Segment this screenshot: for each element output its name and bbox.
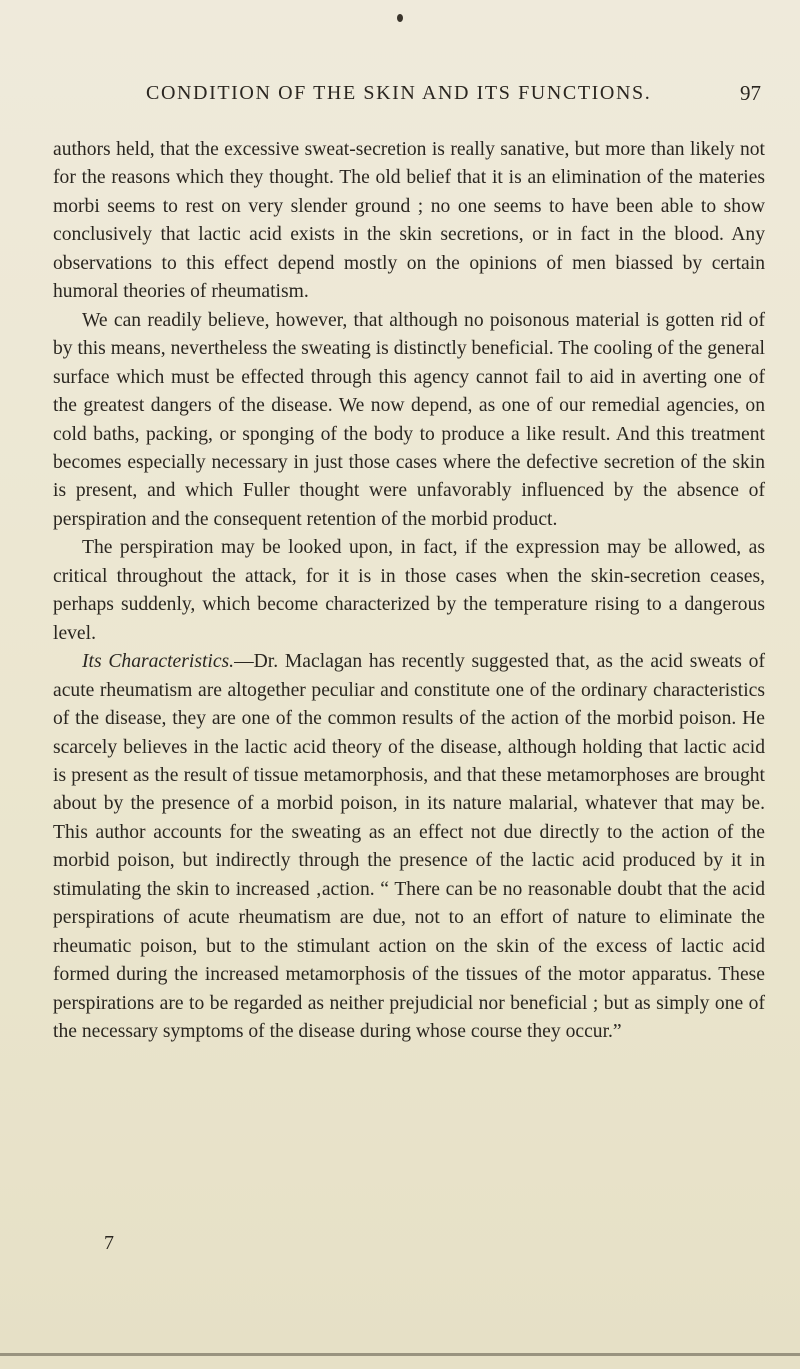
- paragraph-3-text: The perspiration may be looked upon, in fact, if the expression may be allowed, as critical throughout the attack, for it is in those cases when the skin-secretion ceases, perhaps suddenly, which become characterized by the temperature rising to a dangerous level.: [53, 537, 765, 644]
- paragraph-2: [53, 307, 765, 535]
- running-title: CONDITION OF THE SKIN AND ITS FUNCTIONS.: [146, 82, 652, 104]
- body-text: [53, 136, 765, 1047]
- paragraph-1-text: authors held, that the excessive sweat-secretion is really sanative, but more than likely not for the reasons which they thought. The old belief that it is an elimination of the materies morbi seems to rest on very slender ground ; no one seems to have been able to show conclusively that lactic acid exists in the skin secretions, or in fact in the blood. Any observations to this effect depend mostly on the opinions of men biassed by certain humoral theories of rheumatism.: [53, 139, 765, 303]
- paragraph-4-text: —Dr. Maclagan has recently suggested that, as the acid sweats of acute rheumatism are altogether peculiar and constitute one of the ordinary characteristics of the disease, they are one of the common results of the action of the morbid poison. He scarcely believes in the lactic acid theory of the disease, although holding that lactic acid is present as the result of tissue metamorphosis, and that these metamorphoses are brought about by the presence of a morbid poison, in its nature malarial, whatever that may be. This author accounts for the sweating as an effect not due directly to the action of the morbid poison, but indirectly through the presence of the lactic acid produced by it in stimulating the skin to increased ‚action. “ There can be no reasonable doubt that the acid perspirations of acute rheumatism are due, not to an effort of nature to eliminate the rheumatic poison, but to the stimulant action on the skin of the excess of lactic acid formed during the increased metamorphosis of the tissues of the motor apparatus. These perspirations are to be regarded as neither prejudicial nor beneficial ; but as simply one of the necessary symptoms of the disease during whose course they occur.”: [53, 651, 765, 1043]
- section-heading-characteristics: Its Characteristics.: [82, 651, 235, 673]
- page-number: 97: [740, 81, 761, 105]
- paragraph-1: [53, 136, 765, 307]
- paragraph-2-text: We can readily believe, however, that although no poisonous material is gotten rid of by this means, nevertheless the sweating is distinctly beneficial. The cooling of the general surface which must be effected through this agency cannot fail to aid in averting one of the greatest dangers of the disease. We now depend, as one of our remedial agencies, on cold baths, packing, or sponging of the body to produce a like result. And this treatment becomes especially necessary in just those cases where the defective secretion of the skin is present, and which Fuller thought were unfavorably influenced by the absence of perspiration and the consequent retention of the morbid product.: [53, 309, 765, 530]
- bottom-rule: [0, 1353, 800, 1356]
- signature-mark: 7: [104, 1232, 114, 1254]
- ink-speck: [397, 14, 403, 22]
- paragraph-3: [53, 534, 765, 648]
- paragraph-4: [53, 648, 765, 1046]
